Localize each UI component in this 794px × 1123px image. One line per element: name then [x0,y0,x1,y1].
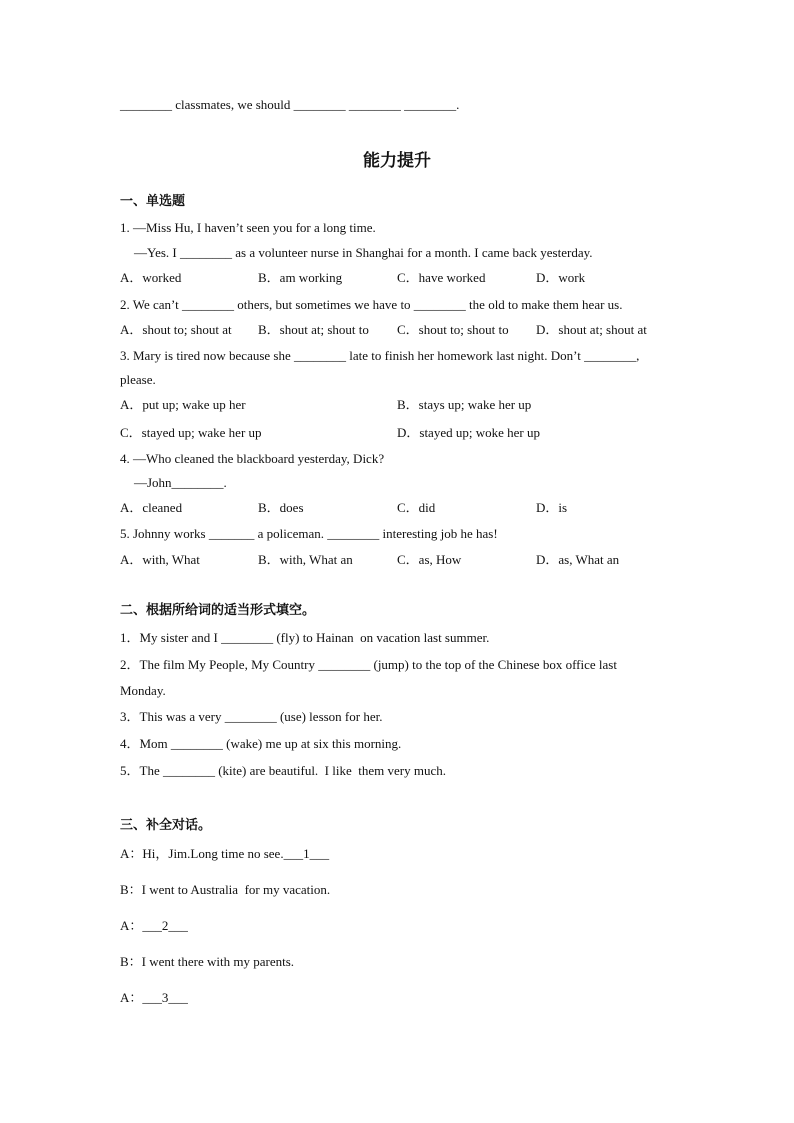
q3-stem-1: 3. Mary is tired now because she ________ late to finish her homework last night. Don’t ________, [120,348,640,363]
q4-option-a: A．cleaned [120,500,183,515]
q2-stem-1: 2. We can’t ________ others, but sometimes we have to ________ the old to make them hear us. [120,297,623,312]
dialogue-line-2: B：I went to Australia for my vacation. [120,882,331,897]
q1-option-c: C．have worked [397,270,486,285]
fill-item-5: 5．The ________ (kite) are beautiful. I like them very much. [120,763,446,778]
q1-stem-1: 1. —Miss Hu, I haven’t seen you for a long time. [120,220,376,235]
dialogue-line-5: A：___3___ [120,990,188,1005]
q4-stem-1: 4. —Who cleaned the blackboard yesterday, Dick? [120,451,385,466]
q2-option-d: D．shout at; shout at [536,322,647,337]
q2-option-a: A．shout to; shout at [120,322,232,337]
q3-option-d: D．stayed up; woke her up [397,425,540,440]
fill-item-2: 2．The film My People, My Country ________ (jump) to the top of the Chinese box office last [120,657,617,672]
q5-option-d: D．as, What an [536,552,620,567]
q5-option-c: C．as, How [397,552,462,567]
q3-option-b: B．stays up; wake her up [397,397,532,412]
q1-stem-2: —Yes. I ________ as a volunteer nurse in Shanghai for a month. I came back yesterday. [134,245,593,260]
page-title: 能力提升 [363,151,431,171]
dialogue-line-3: A：___2___ [120,918,188,933]
q5-stem-1: 5. Johnny works _______ a policeman. ________ interesting job he has! [120,526,498,541]
fill-item-3: 3．This was a very ________ (use) lesson for her. [120,709,383,724]
q2-option-b: B．shout at; shout to [258,322,369,337]
fill-item-1: 1．My sister and I ________ (fly) to Hainan on vacation last summer. [120,630,490,645]
q3-option-c: C．stayed up; wake her up [120,425,262,440]
q4-option-c: C．did [397,500,436,515]
q2-option-c: C．shout to; shout to [397,322,509,337]
dialogue-line-4: B：I went there with my parents. [120,954,295,969]
fill-item-4: 4．Mom ________ (wake) me up at six this morning. [120,736,402,751]
q1-option-a: A．worked [120,270,182,285]
q4-stem-2: —John________. [134,475,227,490]
q5-option-b: B．with, What an [258,552,353,567]
section2-heading: 二、根据所给词的适当形式填空。 [120,603,316,618]
q4-option-d: D．is [536,500,568,515]
section1-heading: 一、单选题 [120,194,186,209]
dialogue-line-1: A：Hi，Jim.Long time no see.___1___ [120,846,330,861]
q1-option-d: D．work [536,270,586,285]
top-line: ________ classmates, we should ________ ________ ________. [120,97,460,112]
fill-item-2-cont: Monday. [120,683,166,698]
section3-heading: 三、补全对话。 [120,818,212,833]
q3-stem-2: please. [120,372,156,387]
q3-option-a: A．put up; wake up her [120,397,246,412]
q1-option-b: B．am working [258,270,343,285]
q4-option-b: B．does [258,500,304,515]
q5-option-a: A．with, What [120,552,200,567]
